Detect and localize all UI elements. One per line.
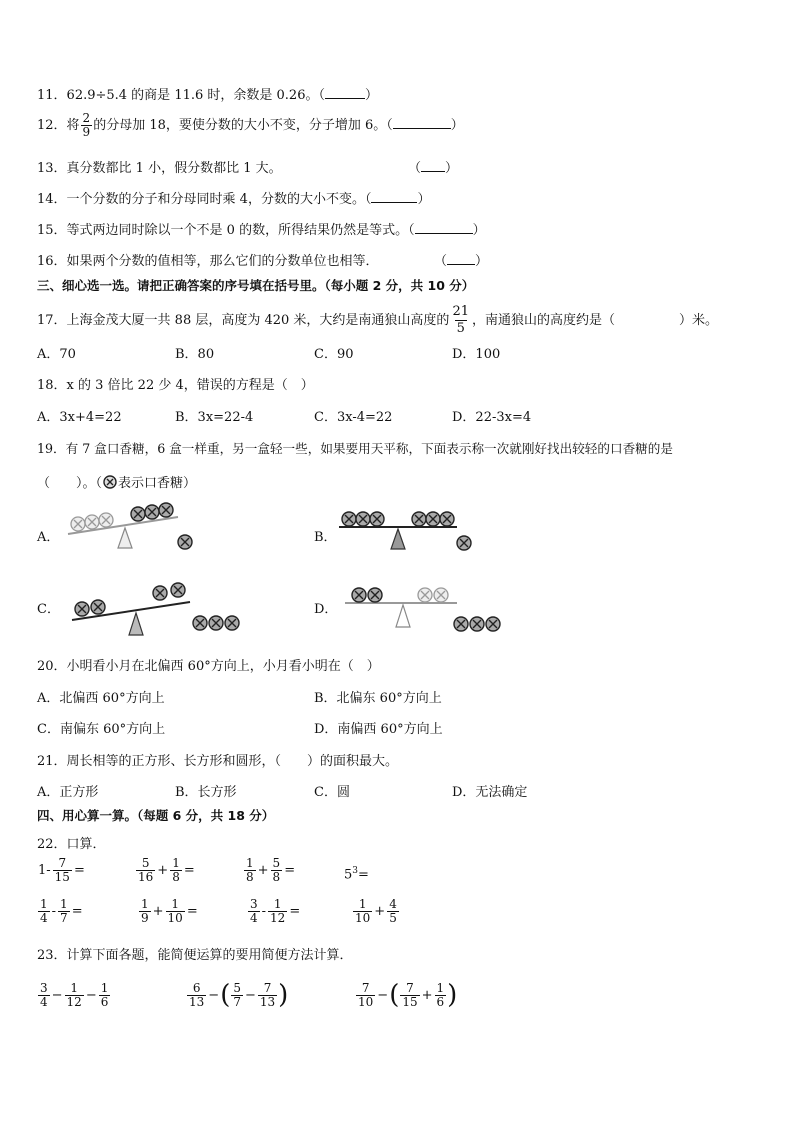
q18-option-b[interactable]: B．3x=22-4 [175,410,254,425]
answer-blank[interactable] [393,118,451,129]
q20-option-a[interactable]: A．北偏西 60°方向上 [37,691,165,706]
question-12: 12．将 $\frac{2}{9}$ 的分母加 18，要使分数的大小不变，分子增加 6。（ ） [37,111,464,139]
calc-expression-3: $\frac{7}{10}$ −( $\frac{7}{15}$ + $\frac{1}{6}$ ) [358,980,458,1010]
answer-blank[interactable] [325,88,365,99]
q18-option-d[interactable]: D．22-3x=4 [452,410,532,425]
question-15: 15．等式两边同时除以一个不是 0 的数，所得结果仍然是等式。（ ） [37,223,486,238]
question-21: 21．周长相等的正方形、长方形和圆形，（ ）的面积最大。 [37,754,399,769]
q20-option-c[interactable]: C．南偏东 60°方向上 [37,722,166,737]
oral-calc-6: $\frac{1}{9}$ + $\frac{1}{10}$ = [141,897,198,925]
question-17: 17．上海金茂大厦一共 88 层，高度为 420 米，大约是南通狼山高度的 $\frac{21}{5}$ ，南通狼山的高度约是（ ）米。 [37,304,719,336]
section-4-heading: 四、用心算一算。（每题 6 分，共 18 分） [37,808,275,823]
q21-option-c[interactable]: C．圆 [314,785,350,800]
oral-calc-7: $\frac{3}{4}$ - $\frac{1}{12}$ = [250,897,301,925]
question-13-answer: （ ） [408,161,459,176]
oral-calc-8: $\frac{1}{10}$ + $\frac{4}{5}$ [355,897,397,925]
oral-calc-2: $\frac{5}{16}$ + $\frac{1}{8}$ = [138,856,195,884]
question-20: 20．小明看小月在北偏西 60°方向上，小月看小明在（ ） [37,659,380,674]
q17-option-a[interactable]: A．70 [37,347,76,362]
question-22: 22．口算． [37,837,106,852]
q18-option-c[interactable]: C．3x-4=22 [314,410,393,425]
answer-blank[interactable] [371,192,417,203]
answer-blank[interactable] [447,254,475,265]
q17-option-c[interactable]: C．90 [314,347,354,362]
question-16-answer: （ ） [434,254,489,269]
question-18: 18．x 的 3 倍比 22 少 4，错误的方程是（ ） [37,378,314,393]
oral-calc-5: $\frac{1}{4}$ - $\frac{1}{7}$ = [40,897,83,925]
q21-option-b[interactable]: B．长方形 [175,785,237,800]
oral-calc-3: $\frac{1}{8}$ + $\frac{5}{8}$ = [246,856,296,884]
question-14: 14．一个分数的分子和分母同时乘 4，分数的大小不变。（ ） [37,192,431,207]
q17-option-d[interactable]: D．100 [452,347,501,362]
answer-blank[interactable] [415,223,473,234]
calc-expression-2: $\frac{6}{13}$ −( $\frac{5}{7}$ − $\frac{7}{13}$ ) [189,980,289,1010]
q19-option-d[interactable]: D． [314,602,338,617]
q20-option-b[interactable]: B．北偏东 60°方向上 [314,691,442,706]
balance-scale-c [60,575,255,640]
fraction: $\frac{21}{5}$ [452,304,469,336]
answer-blank[interactable] [421,161,445,172]
question-23: 23．计算下面各题，能简便运算的要用简便方法计算． [37,948,353,963]
q21-option-d[interactable]: D．无法确定 [452,785,528,800]
question-19-line2: （ ）。（ 表示口香糖） [37,476,197,491]
balance-scale-a [60,500,210,555]
gum-icon [102,475,118,489]
q21-option-a[interactable]: A．正方形 [37,785,99,800]
fraction: $\frac{2}{9}$ [82,111,91,139]
q17-option-b[interactable]: B．80 [175,347,215,362]
question-16: 16．如果两个分数的值相等，那么它们的分数单位也相等． [37,254,379,269]
question-19: 19．有 7 盒口香糖，6 盒一样重，另一盒轻一些，如果要用天平称，下面表示称一次就刚好找出较轻的口香糖的是 [37,441,673,456]
oral-calc-4: $5^3=$ [344,866,369,883]
q19-option-a[interactable]: A． [37,530,60,545]
q19-option-b[interactable]: B． [314,530,337,545]
question-13: 13．真分数都比 1 小，假分数都比 1 大。 [37,161,282,176]
question-11: 11．62.9÷5.4 的商是 11.6 时，余数是 0.26。（ ） [37,88,378,103]
q19-option-c[interactable]: C． [37,602,60,617]
q18-option-a[interactable]: A．3x+4=22 [37,410,122,425]
q20-option-d[interactable]: D．南偏西 60°方向上 [314,722,443,737]
oral-calc-1: 1- $\frac{7}{15}$ = [38,856,85,884]
balance-scale-b [335,500,485,555]
calc-expression-1: $\frac{3}{4}$ − $\frac{1}{12}$ − $\frac{1}{6}$ [40,981,109,1009]
section-3-heading: 三、细心选一选。请把正确答案的序号填在括号里。（每小题 2 分，共 10 分） [37,278,475,293]
balance-scale-d [335,575,510,640]
